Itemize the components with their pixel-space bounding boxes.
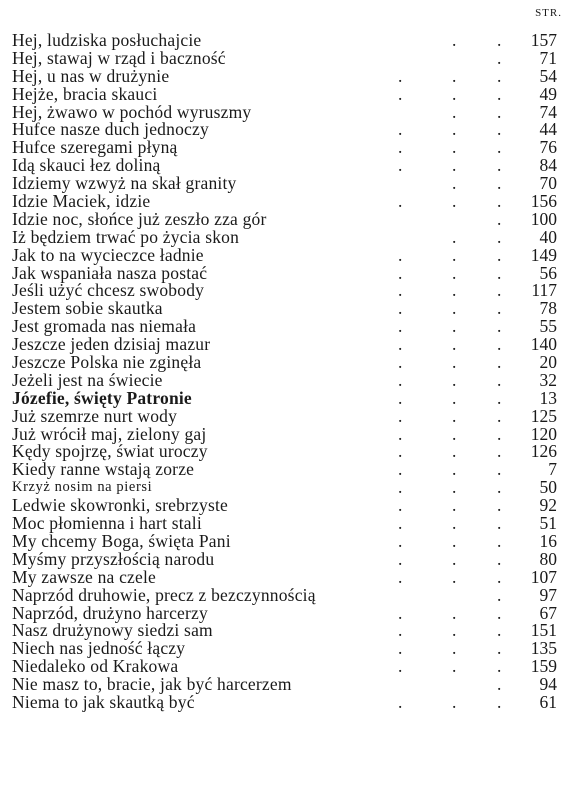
entry-page-number: 61 (539, 691, 557, 712)
leader-dot: . (452, 369, 457, 390)
leader-dot: . (452, 638, 457, 659)
leader-dot: . (497, 584, 502, 605)
entry-page-number: 7 (548, 459, 557, 480)
entry-title: Jeszcze jeden dzisiaj mazur (12, 334, 211, 355)
entry-title: Jestem sobie skautka (12, 298, 163, 319)
leader-dot: . (398, 602, 403, 623)
index-entry (12, 584, 557, 605)
leader-dot: . (497, 101, 502, 122)
leader-dot: . (452, 566, 457, 587)
entry-title: Ledwie skowronki, srebrzyste (12, 495, 229, 516)
entry-title: Iż będziem trwać po życia skon (12, 226, 240, 247)
leader-dot: . (452, 691, 457, 712)
leader-dot: . (398, 441, 403, 462)
entry-title: Kędy spojrzę, świat uroczy (12, 441, 208, 462)
leader-dot: . (497, 262, 502, 283)
entry-title: Niech nas jedność łączy (12, 638, 186, 659)
leader-dot: . (452, 513, 457, 534)
leader-dot: . (452, 191, 457, 212)
leader-dot: . (452, 548, 457, 569)
entry-title: Jeśli użyć chcesz swobody (12, 280, 205, 301)
leader-dot: . (497, 638, 502, 659)
entry-title: Już wrócił maj, zielony gaj (12, 423, 207, 444)
leader-dot: . (497, 334, 502, 355)
entry-page-number: 40 (539, 226, 557, 247)
entry-title: Idziemy wzwyż na skał granity (12, 173, 237, 194)
index-entry (12, 83, 557, 104)
entry-title: Jak wspaniała nasza postać (12, 262, 208, 283)
leader-dot: . (398, 83, 403, 104)
entry-title: Hej, żwawo w pochód wyruszmy (12, 101, 252, 122)
entry-page-number: 71 (539, 47, 557, 68)
entry-page-number: 44 (539, 119, 557, 140)
leader-dot: . (452, 316, 457, 337)
leader-dot: . (497, 298, 502, 319)
entry-title: Jak to na wycieczce ładnie (12, 244, 204, 265)
leader-dot: . (452, 405, 457, 426)
leader-dot: . (497, 352, 502, 373)
leader-dot: . (398, 137, 403, 158)
leader-dot: . (398, 191, 403, 212)
entry-page-number: 76 (539, 137, 557, 158)
leader-dot: . (497, 620, 502, 641)
leader-dot: . (398, 477, 403, 498)
leader-dot: . (398, 65, 403, 86)
leader-dot: . (398, 691, 403, 712)
entry-page-number: 54 (539, 65, 557, 86)
leader-dot: . (452, 656, 457, 677)
leader-dot: . (398, 334, 403, 355)
leader-dot: . (398, 405, 403, 426)
entry-title: Kiedy ranne wstają zorze (12, 459, 195, 480)
entry-title: Hej, ludziska posłuchajcie (12, 30, 202, 50)
leader-dot: . (398, 459, 403, 480)
entry-title: Józefie, święty Patronie (12, 387, 192, 408)
leader-dot: . (497, 30, 502, 50)
leader-dot: . (497, 674, 502, 695)
entry-title: Hej, stawaj w rząd i baczność (12, 47, 226, 68)
entry-page-number: 51 (539, 513, 557, 534)
leader-dot: . (497, 280, 502, 301)
leader-dot: . (452, 334, 457, 355)
leader-dot: . (497, 691, 502, 712)
leader-dot: . (452, 298, 457, 319)
leader-dot: . (398, 316, 403, 337)
leader-dot: . (497, 441, 502, 462)
entry-title: Idą skauci łez doliną (12, 155, 161, 176)
leader-dot: . (452, 119, 457, 140)
entry-page-number: 159 (530, 656, 557, 677)
entry-title: Hufce nasze duch jednoczy (12, 119, 209, 140)
page-column-header: STR. (535, 7, 562, 19)
leader-dot: . (497, 173, 502, 194)
leader-dot: . (497, 191, 502, 212)
leader-dot: . (452, 459, 457, 480)
leader-dot: . (497, 459, 502, 480)
entry-page-number: 156 (530, 191, 557, 212)
entry-page-number: 140 (530, 334, 557, 355)
leader-dot: . (497, 208, 502, 229)
entry-page-number: 125 (530, 405, 557, 426)
leader-dot: . (452, 137, 457, 158)
entry-page-number: 13 (539, 387, 557, 408)
index-entry (12, 691, 557, 712)
entry-page-number: 49 (539, 83, 557, 104)
entry-title: Nasz drużynowy siedzi sam (12, 620, 213, 641)
entry-page-number: 94 (539, 674, 557, 695)
entry-title: Hejże, bracia skauci (12, 83, 158, 104)
entry-title: My zawsze na czele (12, 566, 157, 587)
leader-dot: . (452, 530, 457, 551)
leader-dot: . (497, 530, 502, 551)
index-entry (12, 226, 557, 247)
entry-page-number: 80 (539, 548, 557, 569)
leader-dot: . (452, 441, 457, 462)
leader-dot: . (398, 280, 403, 301)
leader-dot: . (497, 226, 502, 247)
leader-dot: . (398, 387, 403, 408)
entry-page-number: 20 (539, 352, 557, 373)
entry-page-number: 84 (539, 155, 557, 176)
leader-dot: . (452, 101, 457, 122)
entry-title: Jest gromada nas niemała (12, 316, 197, 337)
leader-dot: . (497, 155, 502, 176)
leader-dot: . (497, 137, 502, 158)
leader-dot: . (452, 262, 457, 283)
leader-dot: . (398, 423, 403, 444)
leader-dot: . (398, 656, 403, 677)
leader-dot: . (452, 387, 457, 408)
leader-dot: . (497, 513, 502, 534)
entry-title: Już szemrze nurt wody (12, 405, 178, 426)
entry-title: Hufce szeregami płyną (12, 137, 178, 158)
leader-dot: . (497, 369, 502, 390)
entry-page-number: 100 (530, 208, 557, 229)
leader-dot: . (452, 244, 457, 265)
leader-dot: . (497, 566, 502, 587)
leader-dot: . (452, 226, 457, 247)
index-entry (12, 566, 557, 587)
leader-dot: . (452, 495, 457, 516)
leader-dot: . (497, 477, 502, 498)
leader-dot: . (497, 244, 502, 265)
entry-page-number: 120 (530, 423, 557, 444)
leader-dot: . (398, 620, 403, 641)
entry-page-number: 78 (539, 298, 557, 319)
entry-title: Niedaleko od Krakowa (12, 656, 179, 677)
entry-page-number: 126 (530, 441, 557, 462)
entry-title: Moc płomienna i hart stali (12, 513, 202, 534)
entry-page-number: 151 (530, 620, 557, 641)
song-index-list (12, 32, 557, 712)
entry-page-number: 50 (539, 477, 557, 498)
index-entry (12, 244, 557, 265)
leader-dot: . (452, 280, 457, 301)
entry-page-number: 16 (539, 530, 557, 551)
entry-page-number: 92 (539, 495, 557, 516)
leader-dot: . (398, 513, 403, 534)
leader-dot: . (398, 369, 403, 390)
entry-page-number: 135 (530, 638, 557, 659)
leader-dot: . (497, 423, 502, 444)
index-entry (12, 461, 557, 479)
leader-dot: . (398, 155, 403, 176)
leader-dot: . (398, 530, 403, 551)
leader-dot: . (452, 30, 457, 50)
entry-title: Idzie Maciek, idzie (12, 191, 151, 212)
entry-page-number: 117 (531, 280, 557, 301)
entry-title: Naprzód druhowie, precz z bezczynnością (12, 584, 316, 605)
leader-dot: . (398, 298, 403, 319)
entry-page-number: 56 (539, 262, 557, 283)
entry-title: My chcemy Boga, święta Pani (12, 530, 231, 551)
leader-dot: . (398, 638, 403, 659)
leader-dot: . (497, 656, 502, 677)
entry-page-number: 157 (530, 30, 557, 50)
leader-dot: . (497, 387, 502, 408)
entry-page-number: 97 (539, 584, 557, 605)
entry-title: Krzyż nosim na piersi (12, 479, 153, 496)
index-entry (12, 65, 557, 86)
entry-page-number: 149 (530, 244, 557, 265)
leader-dot: . (497, 548, 502, 569)
leader-dot: . (398, 244, 403, 265)
entry-page-number: 55 (539, 316, 557, 337)
leader-dot: . (452, 602, 457, 623)
leader-dot: . (398, 262, 403, 283)
entry-page-number: 67 (539, 602, 557, 623)
leader-dot: . (398, 566, 403, 587)
entry-page-number: 70 (539, 173, 557, 194)
entry-title: Naprzód, drużyno harcerzy (12, 602, 208, 623)
entry-title: Jeżeli jest na świecie (12, 369, 163, 390)
leader-dot: . (398, 495, 403, 516)
entry-title: Hej, u nas w drużynie (12, 65, 170, 86)
leader-dot: . (452, 83, 457, 104)
entry-title: Niema to jak skautką być (12, 691, 195, 712)
leader-dot: . (497, 83, 502, 104)
leader-dot: . (452, 620, 457, 641)
leader-dot: . (497, 495, 502, 516)
entry-title: Nie masz to, bracie, jak być harcerzem (12, 674, 292, 695)
entry-title: Jeszcze Polska nie zginęła (12, 352, 202, 373)
leader-dot: . (398, 352, 403, 373)
index-entry (12, 405, 557, 426)
leader-dot: . (452, 352, 457, 373)
leader-dot: . (497, 316, 502, 337)
entry-page-number: 32 (539, 369, 557, 390)
leader-dot: . (452, 423, 457, 444)
entry-title: Myśmy przyszłością narodu (12, 548, 215, 569)
leader-dot: . (452, 65, 457, 86)
leader-dot: . (497, 602, 502, 623)
leader-dot: . (497, 47, 502, 68)
entry-page-number: 107 (530, 566, 557, 587)
leader-dot: . (452, 477, 457, 498)
leader-dot: . (452, 155, 457, 176)
entry-page-number: 74 (539, 101, 557, 122)
entry-title: Idzie noc, słońce już zeszło zza gór (12, 208, 267, 229)
leader-dot: . (398, 119, 403, 140)
leader-dot: . (497, 65, 502, 86)
leader-dot: . (452, 173, 457, 194)
leader-dot: . (398, 548, 403, 569)
leader-dot: . (497, 405, 502, 426)
leader-dot: . (497, 119, 502, 140)
